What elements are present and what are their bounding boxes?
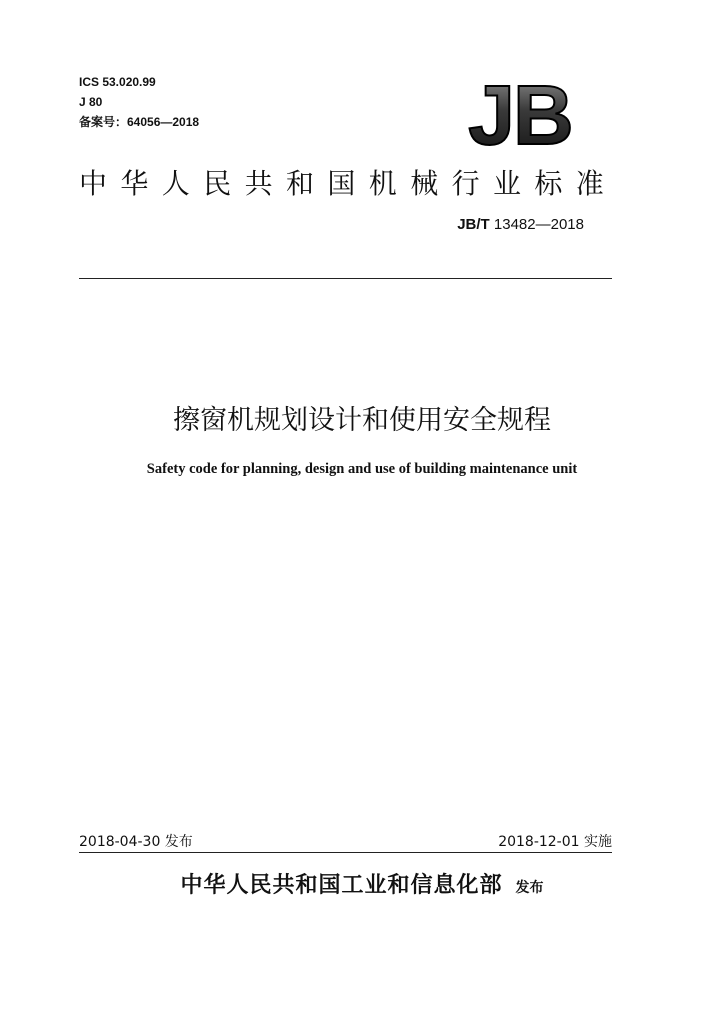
standard-number xyxy=(457,216,584,233)
classification-code: J 80 xyxy=(79,95,103,109)
standard-category-title: 中华人民共和国机械行业标准 xyxy=(79,167,618,200)
record-number: 备案号：64056—2018 xyxy=(79,115,200,129)
document-title-zh: 擦窗机规划设计和使用安全规程 xyxy=(173,405,551,436)
metadata-block xyxy=(79,72,199,132)
issuer-name: 中华人民共和国工业和信息化部 xyxy=(180,873,503,898)
logo-lettering: JB xyxy=(468,78,572,150)
issue-date: 2018-04-30 发布 xyxy=(79,834,193,850)
implementation-date: 2018-12-01 实施 xyxy=(498,834,612,850)
standard-number-value: 13482—2018 xyxy=(493,216,584,233)
bottom-divider xyxy=(79,852,612,853)
ics-code: ICS 53.020.99 xyxy=(79,75,156,89)
issuer-suffix: 发布 xyxy=(515,880,544,896)
top-divider xyxy=(79,278,612,279)
document-title-en: Safety code for planning, design and use of building maintenance unit xyxy=(146,461,578,477)
jb-logo xyxy=(458,78,582,150)
issuer-line xyxy=(0,868,724,899)
standard-number-prefix: JB/T xyxy=(457,216,490,233)
